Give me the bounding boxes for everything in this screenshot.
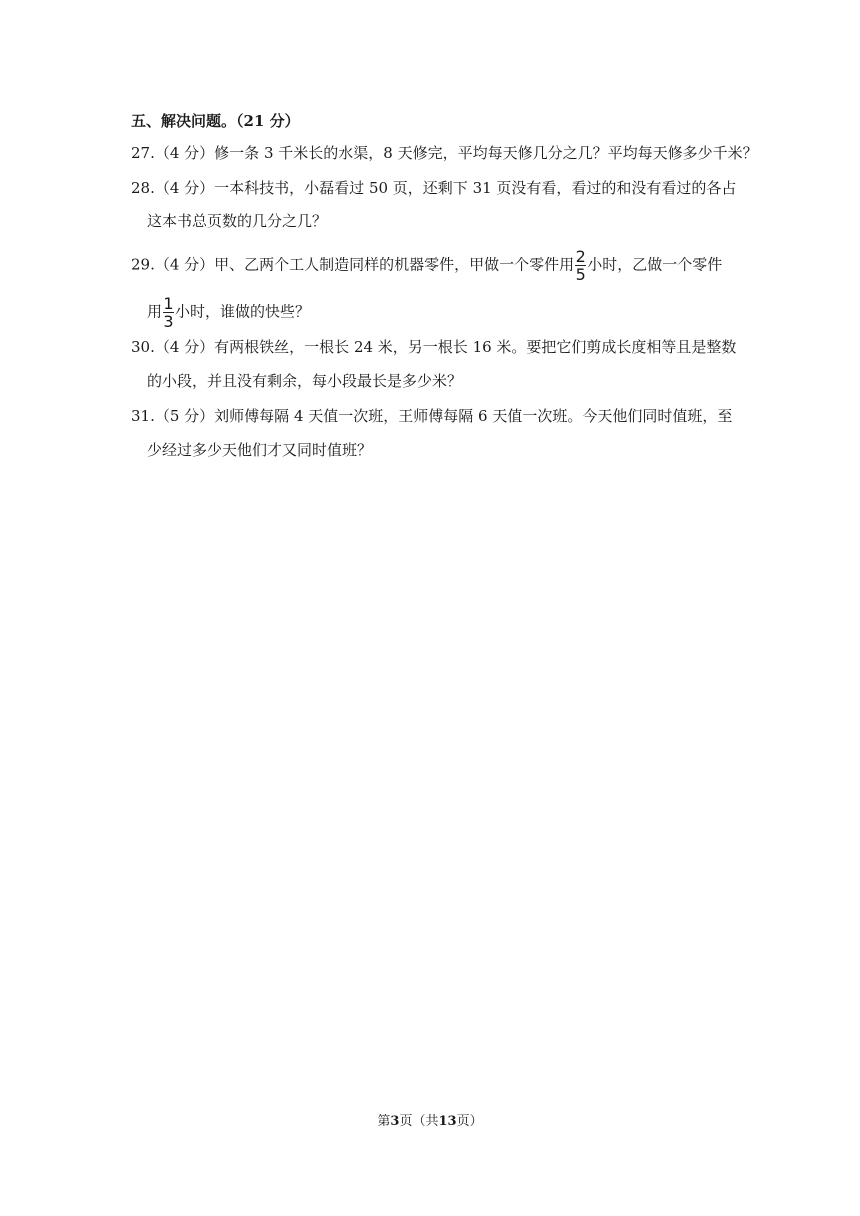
question-29 (131, 249, 722, 282)
question-text: （4 分）有两根铁丝，一根长 24 米，另一根长 16 米。要把它们剪成长度相等且是整数 (154, 338, 737, 356)
question-text: （5 分）刘师傅每隔 4 天值一次班，王师傅每隔 6 天值一次班。今天他们同时值班，至 (154, 407, 733, 425)
question-number: 29. (131, 255, 155, 274)
question-30 (131, 337, 737, 357)
question-28-continuation: 这本书总页数的几分之几？ (147, 212, 328, 230)
section-title: 五、解决问题。（21 分） (131, 112, 300, 130)
fraction-one-third (163, 296, 174, 329)
question-text: 用 (147, 302, 163, 321)
page-number: 3 (390, 1114, 400, 1129)
fraction-two-fifths (575, 249, 586, 282)
question-31 (131, 406, 733, 426)
question-text: 小时，谁做的快些？ (175, 302, 311, 321)
footer-text: 页（共 (399, 1114, 439, 1129)
question-31-continuation: 少经过多少天他们才又同时值班？ (147, 441, 373, 459)
question-text: （4 分）修一条 3 千米长的水渠，8 天修完，平均每天修几分之几？平均每天修多少千米？ (154, 144, 758, 162)
fraction-numerator: 2 (575, 247, 586, 266)
page-footer (0, 1110, 860, 1129)
footer-text: 页） (456, 1114, 483, 1129)
question-30-continuation: 的小段，并且没有剩余，每小段最长是多少米？ (147, 372, 463, 390)
question-28 (131, 178, 737, 198)
question-number: 28. (131, 179, 155, 197)
question-text: （4 分）一本科技书，小磊看过 50 页，还剩下 31 页没有看，看过的和没有看过的各占 (154, 179, 737, 197)
fraction-denominator: 3 (163, 312, 174, 331)
question-text: （4 分）甲、乙两个工人制造同样的机器零件，甲做一个零件用 (154, 255, 575, 274)
question-27 (131, 143, 758, 163)
question-29-continuation (147, 296, 310, 329)
question-number: 31. (131, 407, 155, 425)
fraction-denominator: 5 (575, 265, 586, 284)
question-number: 27. (131, 144, 155, 162)
total-pages: 13 (438, 1114, 457, 1129)
footer-text: 第 (377, 1114, 391, 1129)
question-number: 30. (131, 338, 155, 356)
question-text: 小时，乙做一个零件 (587, 255, 723, 274)
fraction-numerator: 1 (163, 294, 174, 313)
